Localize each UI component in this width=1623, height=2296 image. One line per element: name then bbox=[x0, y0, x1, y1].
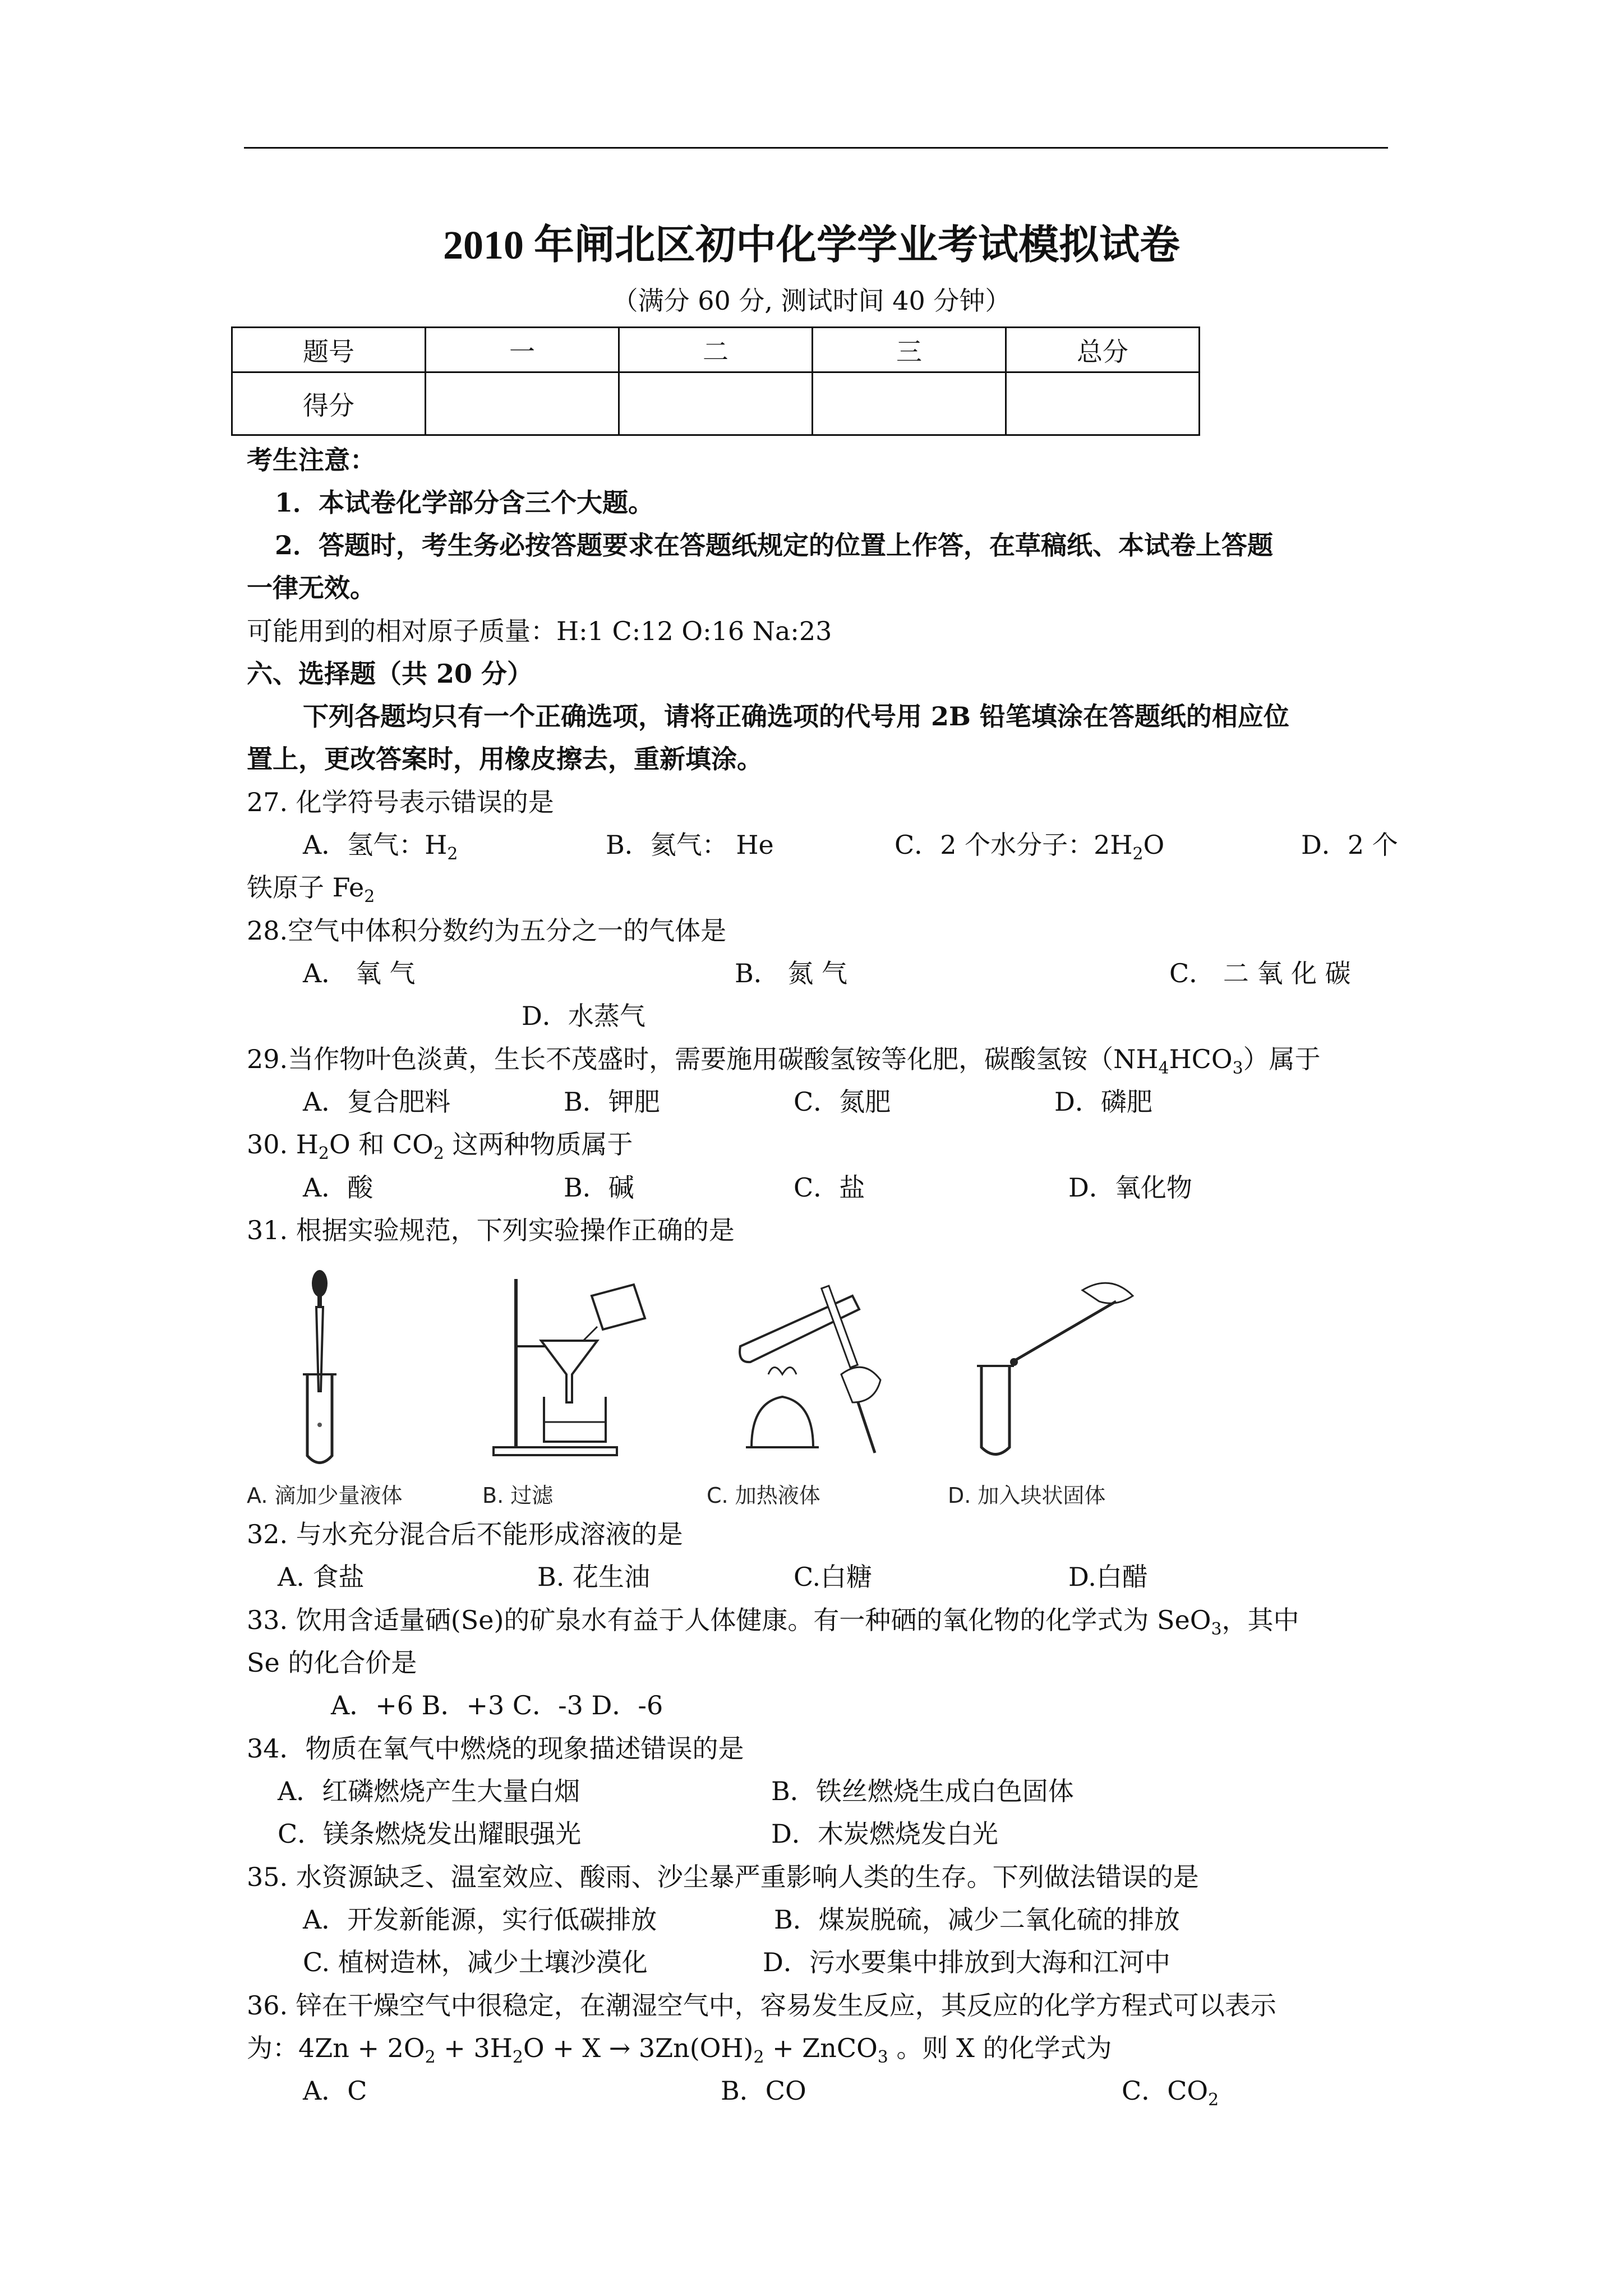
question-33-stem: 33. 饮用含适量硒(Se)的矿泉水有益于人体健康。有一种硒的氧化物的化学式为 SeO$_3$，其中 bbox=[247, 1605, 1299, 1640]
burner-icon bbox=[707, 1262, 920, 1475]
score-row-label: 得分 bbox=[232, 372, 426, 435]
question-35-stem: 35. 水资源缺乏、温室效应、酸雨、沙尘暴严重影响人类的生存。下列做法错误的是 bbox=[247, 1862, 1199, 1892]
q28-option-d: D．水蒸气 bbox=[522, 1001, 645, 1031]
q36-option-b: B．CO bbox=[721, 2076, 806, 2106]
q30-option-b: B．碱 bbox=[564, 1172, 634, 1203]
question-30-stem: 30. $H_2O$ 和 $CO_2$ 这两种物质属于 bbox=[247, 1129, 633, 1164]
q27-option-d-cont: 铁原子 $Fe_2$ bbox=[247, 872, 375, 907]
q32-option-d: D.白醋 bbox=[1068, 1562, 1148, 1592]
q30-option-d: D．氧化物 bbox=[1068, 1172, 1192, 1203]
figure-add-solid bbox=[948, 1262, 1189, 1509]
score-header-cell: 一 bbox=[426, 328, 619, 372]
question-32-stem: 32. 与水充分混合后不能形成溶液的是 bbox=[247, 1519, 683, 1549]
section-instructions-cont: 置上，更改答案时，用橡皮擦去，重新填涂。 bbox=[247, 744, 763, 774]
q28-option-a: A． 氧 气 bbox=[303, 958, 416, 988]
section-instructions: 下列各题均只有一个正确选项，请将正确选项的代号用 2B 铅笔填涂在答题纸的相应位 bbox=[303, 701, 1289, 731]
funnel-icon bbox=[482, 1262, 662, 1475]
page-subtitle: （满分 60 分, 测试时间 40 分钟） bbox=[612, 286, 1011, 316]
q35-option-c: C. 植树造林，减少土壤沙漠化 bbox=[303, 1947, 648, 1977]
q30-option-c: C．盐 bbox=[794, 1172, 865, 1203]
q29-option-a: A．复合肥料 bbox=[303, 1087, 451, 1117]
score-cell bbox=[619, 372, 813, 435]
q35-option-a: A．开发新能源，实行低碳排放 bbox=[303, 1904, 657, 1935]
question-29-stem: 29.当作物叶色淡黄，生长不茂盛时，需要施用碳酸氢铵等化肥，碳酸氢铵$(NH_4HCO_3)$属于 bbox=[247, 1044, 1321, 1079]
question-34-stem: 34．物质在氧气中燃烧的现象描述错误的是 bbox=[247, 1733, 744, 1764]
notice-item-2: 2．答题时，考生务必按答题要求在答题纸规定的位置上作答，在草稿纸、本试卷上答题 bbox=[275, 530, 1274, 560]
q33-options: A．+6 B．+3 C．-3 D．-6 bbox=[331, 1690, 663, 1720]
q29-option-d: D．磷肥 bbox=[1054, 1087, 1152, 1117]
atomic-mass-line: 可能用到的相对原子质量：H:1 C:12 O:16 Na:23 bbox=[247, 616, 832, 646]
top-rule bbox=[244, 147, 1388, 149]
q36-option-a: A．C bbox=[303, 2076, 367, 2106]
q30-option-a: A．酸 bbox=[303, 1172, 374, 1203]
test-tube-icon bbox=[948, 1262, 1189, 1475]
score-header-cell: 题号 bbox=[232, 328, 426, 372]
figure-caption: A. 滴加少量液体 bbox=[247, 1483, 403, 1508]
q34-option-b: B．铁丝燃烧生成白色固体 bbox=[771, 1776, 1074, 1806]
figure-dropper bbox=[247, 1262, 460, 1509]
question-28-stem: 28.空气中体积分数约为五分之一的气体是 bbox=[247, 915, 727, 946]
question-27-stem: 27. 化学符号表示错误的是 bbox=[247, 787, 554, 817]
figure-heating bbox=[707, 1262, 920, 1509]
score-cell bbox=[813, 372, 1006, 435]
dropper-icon bbox=[247, 1262, 460, 1475]
figure-filtration bbox=[482, 1262, 662, 1509]
section-heading: 六、选择题（共 20 分） bbox=[247, 659, 533, 689]
score-header-cell: 二 bbox=[619, 328, 813, 372]
q29-option-c: C．氮肥 bbox=[794, 1087, 891, 1117]
q31-figures bbox=[247, 1262, 1211, 1509]
q34-option-d: D．木炭燃烧发白光 bbox=[771, 1819, 998, 1849]
score-header-cell: 总分 bbox=[1006, 328, 1200, 372]
q27-option-a: A．氢气：$H_2$ bbox=[303, 830, 458, 864]
q32-option-b: B. 花生油 bbox=[537, 1562, 651, 1592]
q34-option-c: C．镁条燃烧发出耀眼强光 bbox=[278, 1819, 582, 1849]
q32-option-c: C.白糖 bbox=[794, 1562, 873, 1592]
notice-heading: 考生注意： bbox=[247, 445, 376, 475]
question-36-equation: 为：$4Zn + 2O_2 + 3H_2O + X \to 3Zn(OH)_2$ + ZnCO$_3$ 。则 X 的化学式为 bbox=[247, 2033, 1112, 2068]
q35-option-b: B．煤炭脱硫，减少二氧化硫的排放 bbox=[774, 1904, 1180, 1935]
notice-item-1: 1．本试卷化学部分含三个大题。 bbox=[275, 487, 654, 518]
q28-option-c: C． 二 氧 化 碳 bbox=[1169, 958, 1351, 988]
notice-item-2-cont: 一律无效。 bbox=[247, 573, 376, 603]
figure-caption: C. 加热液体 bbox=[707, 1483, 820, 1508]
question-33-stem-cont: Se 的化合价是 bbox=[247, 1648, 417, 1678]
q27-option-b: B．氦气： He bbox=[606, 830, 774, 860]
score-cell bbox=[426, 372, 619, 435]
q34-option-a: A．红磷燃烧产生大量白烟 bbox=[278, 1776, 580, 1806]
q27-option-d: D．2 个 bbox=[1301, 830, 1398, 860]
page-title: 2010 年闸北区初中化学学业考试模拟试卷 bbox=[442, 223, 1180, 268]
figure-caption: B. 过滤 bbox=[482, 1483, 554, 1508]
q29-option-b: B．钾肥 bbox=[564, 1087, 660, 1117]
q35-option-d: D．污水要集中排放到大海和江河中 bbox=[763, 1947, 1170, 1977]
q32-option-a: A. 食盐 bbox=[278, 1562, 365, 1592]
figure-caption: D. 加入块状固体 bbox=[948, 1483, 1106, 1508]
score-header-cell: 三 bbox=[813, 328, 1006, 372]
q36-option-c: C．$CO_2$ bbox=[1122, 2076, 1219, 2110]
score-table bbox=[231, 326, 1200, 436]
q27-option-c: C．2 个水分子：$2H_2O$ bbox=[895, 830, 1165, 864]
question-36-stem: 36. 锌在干燥空气中很稳定，在潮湿空气中，容易发生反应，其反应的化学方程式可以表示 bbox=[247, 1990, 1276, 2021]
question-31-stem: 31. 根据实验规范，下列实验操作正确的是 bbox=[247, 1215, 735, 1245]
q28-option-b: B． 氮 气 bbox=[735, 958, 848, 988]
score-cell bbox=[1006, 372, 1200, 435]
